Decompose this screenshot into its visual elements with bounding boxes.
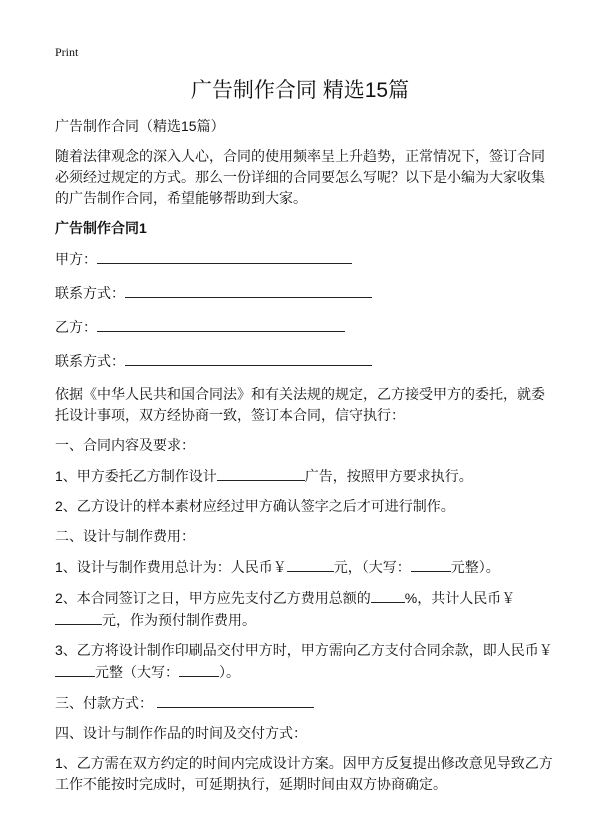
text: 元整）。 (450, 559, 500, 575)
clause-1-heading: 一、合同内容及要求： (55, 437, 195, 453)
text: 1、甲方委托乙方制作设计 (55, 468, 217, 484)
clause-3 (55, 692, 555, 714)
party-b-blank (97, 316, 345, 332)
clause-4-heading: 四、设计与制作作品的时间及交付方式： (55, 725, 307, 741)
text: ）。 (219, 664, 240, 680)
text: 2、本合同签订之日，甲方应先支付乙方费用总额的 (55, 590, 371, 606)
subtitle: 广告制作合同（精选15篇） (55, 118, 225, 134)
section-heading: 广告制作合同1 (55, 220, 147, 236)
preamble: 依据《中华人民共和国合同法》和有关法规的规定，乙方接受甲方的委托，就委托设计事项，双方经协商一致，签订本合同，信守执行： (55, 386, 545, 423)
clause-2-2 (55, 587, 555, 631)
contact-b-blank (125, 350, 372, 366)
clause-1-2: 2、乙方设计的样本素材应经过甲方确认签字之后才可进行制作。 (55, 498, 455, 514)
blank (179, 661, 219, 677)
page-title: 广告制作合同 精选15篇 (190, 79, 410, 102)
text: 3、乙方将设计制作印刷品交付甲方时，甲方需向乙方支付合同余款，即人民币￥ (55, 642, 553, 658)
contact-b-label: 联系方式： (55, 353, 125, 369)
clause-2-1 (55, 556, 555, 578)
contact-a-label: 联系方式： (55, 285, 125, 301)
text: 元，作为预付制作费用。 (102, 612, 256, 628)
party-a-field (55, 248, 555, 270)
clause-2-heading: 二、设计与制作费用： (55, 528, 195, 544)
party-a-blank (97, 248, 352, 264)
party-a-label: 甲方： (55, 251, 97, 267)
text: 1、设计与制作费用总计为：人民币￥ (55, 559, 287, 575)
contact-b-field (55, 350, 555, 372)
clause-1-1 (55, 465, 555, 487)
payment-method-blank (157, 692, 314, 708)
print-link[interactable]: Print (55, 45, 79, 59)
blank (217, 465, 305, 481)
blank (411, 556, 451, 572)
text: 元，（大写： (333, 559, 411, 575)
blank (55, 661, 95, 677)
blank (287, 556, 334, 572)
blank (371, 587, 405, 603)
contact-a-field (55, 282, 555, 304)
blank (55, 609, 102, 625)
clause-4-1: 1、乙方需在双方约定的时间内完成设计方案。因甲方反复提出修改意见导致乙方工作不能按时完成时，可延期执行，延期时间由双方协商确定。 (55, 755, 553, 792)
contact-a-blank (125, 282, 372, 298)
intro-paragraph: 随着法律观念的深入人心，合同的使用频率呈上升趋势，正常情况下，签订合同必须经过规定的方式。那么一份详细的合同要怎么写呢？以下是小编为大家收集的广告制作合同，希望能够帮助到大家。 (55, 148, 545, 206)
party-b-field (55, 316, 555, 338)
text: 元整（大写： (95, 664, 179, 680)
text: 三、付款方式： (55, 695, 153, 711)
text: 广告，按照甲方要求执行。 (304, 468, 473, 484)
text: %，共计人民币￥ (404, 590, 516, 606)
clause-2-3 (55, 640, 555, 683)
party-b-label: 乙方： (55, 319, 97, 335)
